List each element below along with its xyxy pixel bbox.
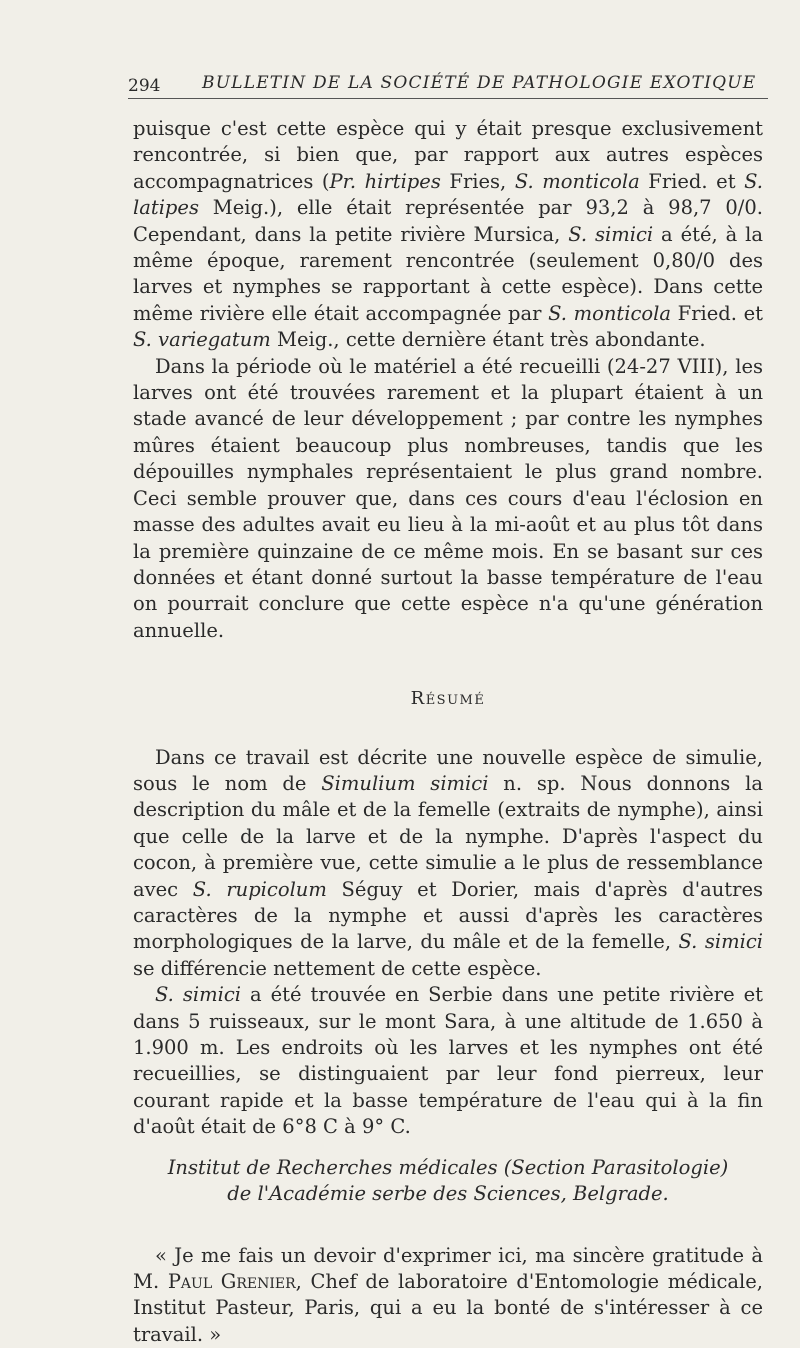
body-text xyxy=(133,116,763,1348)
paragraph-collection-period: Dans la période où le matériel a été recueilli (24-27 VIII), les larves ont été trouvées rarement et la plupart étaient à un stade avancé de leur développement ; par contre les nymphes mûres étaient beaucoup plus nombreuses, tandis que les dépouilles nymphales représentaient le plus grand nombre. Ceci semble prouver que, dans ces cours d'eau l'éclosion en masse des adultes avait eu lieu à la mi-août et au plus tôt dans la première quinzaine de ce même mois. En se basant sur ces données et étant donné surtout la basse température de l'eau on pourrait conclure que cette espèce n'a qu'une génération annuelle. xyxy=(133,354,763,642)
section-title-resume: Résumé xyxy=(410,688,486,710)
resume-paragraph-1: Dans ce travail est décrite une nouvelle espèce de simulie, sous le nom de Simulium simici n. sp. Nous donnons la description du mâle et de la femelle (extraits de nymphe), ainsi que celle de la larve et de la nymphe. D'après l'aspect du cocon, à première vue, cette simulie a le plus de ressemblance avec S. rupicolum Séguy et Dorier, mais d'après d'autres caractères de la nymphe et aussi d'après les caractères morphologiques de la larve, du mâle et de la femelle, S. simici se différencie nettement de cette espèce. xyxy=(133,745,764,980)
resume-paragraph-2: S. simici a été trouvée en Serbie dans une petite rivière et dans 5 ruisseaux, sur le mont Sara, à une altitude de 1.650 à 1.900 m. Les endroits où les larves et les nymphes ont été recueillies, se distinguaient par leur fond pierreux, leur courant rapide et la basse température de l'eau qui à la fin d'août était de 6°8 C à 9° C. xyxy=(133,983,763,1139)
page-number: 294 xyxy=(128,76,161,96)
paragraph-continuation: puisque c'est cette espèce qui y était presque exclusivement rencontrée, si bien que, par rapport aux autres espèces accompagnatrices (Pr. hirtipes Fries, S. monticola Fried. et S. latipes Meig.), elle était représentée par 93,2 à 98,7 0/0. Cependant, dans la petite rivière Mursica, S. simici a été, à la même époque, rarement rencontrée (seulement 0,80/0 des larves et nymphes se rapportant à cette espèce). Dans cette même rivière elle était accompagnée par S. monticola Fried. et S. variegatum Meig., cette dernière étant très abondante. xyxy=(133,117,764,352)
acknowledgement: « Je me fais un devoir d'exprimer ici, ma sincère gratitude à M. Paul Grenier, Chef de laboratoire d'Entomologie médicale, Institut Pasteur, Paris, qui a eu la bonté de s'intéresser à ce travail. » xyxy=(133,1243,764,1346)
affiliation xyxy=(133,1155,763,1207)
running-header xyxy=(128,66,768,99)
journal-title: BULLETIN DE LA SOCIÉTÉ DE PATHOLOGIE EXOTIQUE xyxy=(202,73,757,93)
person-name: Paul Grenier xyxy=(167,1270,296,1294)
affiliation-line-2: de l'Académie serbe des Sciences, Belgrade. xyxy=(227,1181,669,1205)
affiliation-line-1: Institut de Recherches médicales (Section Parasitologie) xyxy=(167,1155,729,1179)
